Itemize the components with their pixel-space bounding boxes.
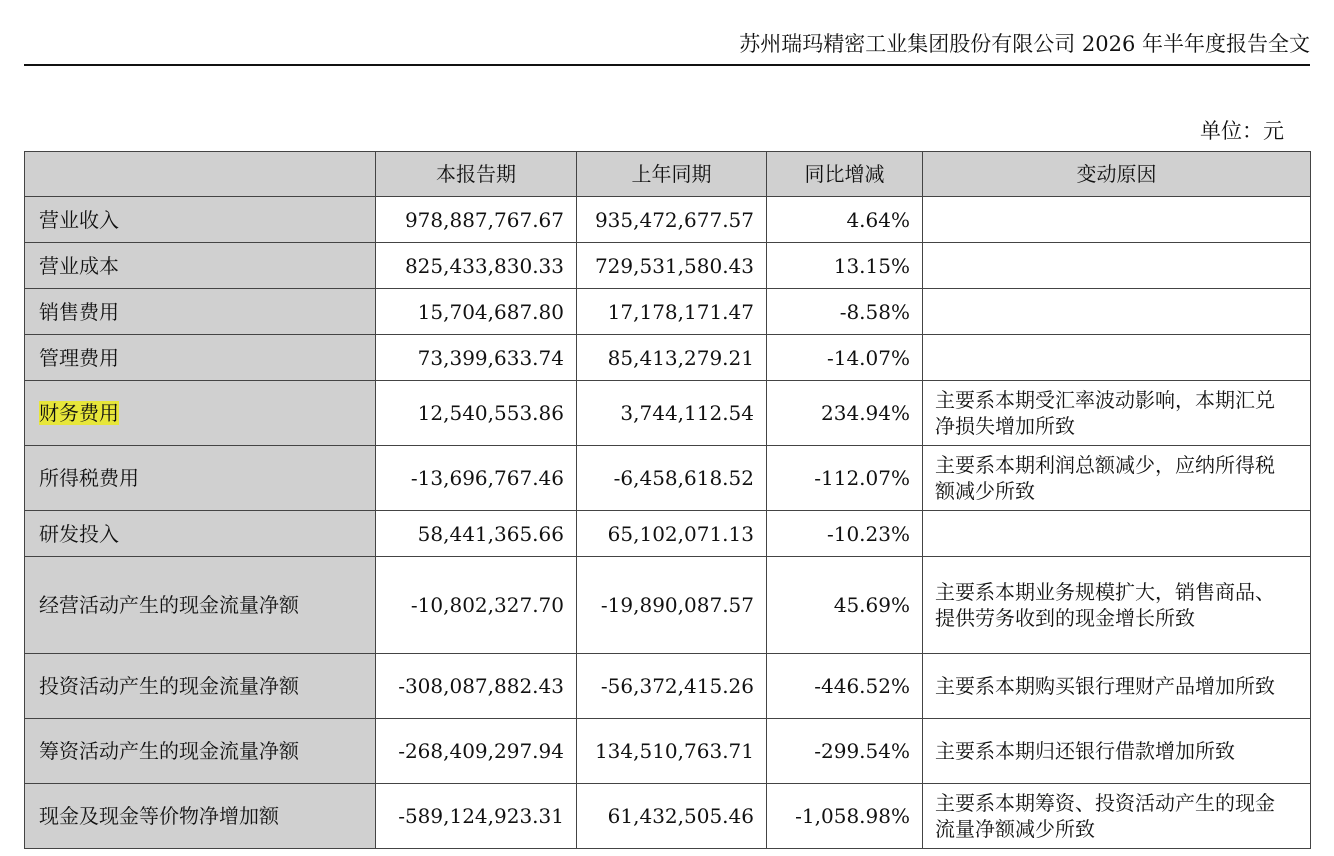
table-row: [25, 335, 1311, 381]
yoy-change-cell: -8.58%: [767, 289, 923, 335]
row-item-label: 营业收入: [39, 207, 119, 232]
change-reason-cell: 主要系本期筹资、投资活动产生的现金流量净额减少所致: [923, 784, 1311, 849]
current-period-cell: -268,409,297.94: [376, 719, 577, 784]
table-row: [25, 197, 1311, 243]
row-item-label: 所得税费用: [39, 466, 139, 490]
row-item-cell: [25, 289, 376, 335]
change-reason-cell: 主要系本期业务规模扩大，销售商品、提供劳务收到的现金增长所致: [923, 557, 1311, 654]
yoy-change-cell: -10.23%: [767, 511, 923, 557]
prior-period-cell: 17,178,171.47: [577, 289, 767, 335]
change-reason-cell: 主要系本期归还银行借款增加所致: [923, 719, 1311, 784]
yoy-change-cell: 13.15%: [767, 243, 923, 289]
current-period-cell: 58,441,365.66: [376, 511, 577, 557]
column-header-item: [25, 152, 376, 197]
document-header-title: 苏州瑞玛精密工业集团股份有限公司 2026 年半年度报告全文: [739, 32, 1310, 56]
financial-comparison-table: [24, 151, 1311, 849]
row-item-cell: [25, 335, 376, 381]
current-period-cell: -589,124,923.31: [376, 784, 577, 849]
row-item-label: 营业成本: [39, 253, 119, 278]
table-row: [25, 511, 1311, 557]
change-reason-cell: [923, 511, 1311, 557]
row-item-cell: [25, 243, 376, 289]
table-row: [25, 719, 1311, 784]
row-item-cell: [25, 557, 376, 654]
row-item-label: 财务费用: [39, 401, 119, 425]
row-item-cell: [25, 381, 376, 446]
prior-period-cell: 61,432,505.46: [577, 784, 767, 849]
yoy-change-cell: -299.54%: [767, 719, 923, 784]
unit-note: 单位：元: [1200, 119, 1284, 143]
table-row: [25, 784, 1311, 849]
yoy-change-cell: -112.07%: [767, 446, 923, 511]
yoy-change-cell: 45.69%: [767, 557, 923, 654]
prior-period-cell: 3,744,112.54: [577, 381, 767, 446]
current-period-cell: -13,696,767.46: [376, 446, 577, 511]
table-header-row: [25, 152, 1311, 197]
current-period-cell: 825,433,830.33: [376, 243, 577, 289]
current-period-cell: -10,802,327.70: [376, 557, 577, 654]
column-header-reason: 变动原因: [923, 152, 1311, 197]
row-item-cell: [25, 197, 376, 243]
row-item-label: 研发投入: [39, 521, 119, 546]
prior-period-cell: 935,472,677.57: [577, 197, 767, 243]
change-reason-cell: [923, 335, 1311, 381]
yoy-change-cell: -14.07%: [767, 335, 923, 381]
row-item-label: 经营活动产生的现金流量净额: [39, 593, 299, 617]
table-row: [25, 446, 1311, 511]
row-item-label: 投资活动产生的现金流量净额: [39, 674, 299, 698]
row-item-label: 现金及现金等价物净增加额: [39, 804, 279, 828]
change-reason-cell: [923, 197, 1311, 243]
table-row: [25, 289, 1311, 335]
column-header-current-period: 本报告期: [376, 152, 577, 197]
row-item-cell: [25, 446, 376, 511]
table-row: [25, 243, 1311, 289]
change-reason-cell: [923, 289, 1311, 335]
table-row: [25, 557, 1311, 654]
header-divider: [24, 64, 1310, 66]
row-item-cell: [25, 511, 376, 557]
current-period-cell: 978,887,767.67: [376, 197, 577, 243]
yoy-change-cell: 4.64%: [767, 197, 923, 243]
table-row: [25, 654, 1311, 719]
prior-period-cell: -19,890,087.57: [577, 557, 767, 654]
column-header-prior-period: 上年同期: [577, 152, 767, 197]
column-header-yoy-change: 同比增减: [767, 152, 923, 197]
row-item-cell: [25, 654, 376, 719]
prior-period-cell: -56,372,415.26: [577, 654, 767, 719]
change-reason-cell: [923, 243, 1311, 289]
current-period-cell: -308,087,882.43: [376, 654, 577, 719]
row-item-label: 销售费用: [39, 299, 119, 324]
prior-period-cell: 85,413,279.21: [577, 335, 767, 381]
prior-period-cell: 134,510,763.71: [577, 719, 767, 784]
current-period-cell: 73,399,633.74: [376, 335, 577, 381]
yoy-change-cell: 234.94%: [767, 381, 923, 446]
current-period-cell: 15,704,687.80: [376, 289, 577, 335]
current-period-cell: 12,540,553.86: [376, 381, 577, 446]
prior-period-cell: -6,458,618.52: [577, 446, 767, 511]
yoy-change-cell: -1,058.98%: [767, 784, 923, 849]
yoy-change-cell: -446.52%: [767, 654, 923, 719]
row-item-label: 筹资活动产生的现金流量净额: [39, 739, 299, 763]
row-item-cell: [25, 784, 376, 849]
prior-period-cell: 65,102,071.13: [577, 511, 767, 557]
change-reason-cell: 主要系本期购买银行理财产品增加所致: [923, 654, 1311, 719]
table-row: [25, 381, 1311, 446]
change-reason-cell: 主要系本期利润总额减少，应纳所得税额减少所致: [923, 446, 1311, 511]
row-item-label: 管理费用: [39, 345, 119, 370]
prior-period-cell: 729,531,580.43: [577, 243, 767, 289]
change-reason-cell: 主要系本期受汇率波动影响，本期汇兑净损失增加所致: [923, 381, 1311, 446]
row-item-cell: [25, 719, 376, 784]
